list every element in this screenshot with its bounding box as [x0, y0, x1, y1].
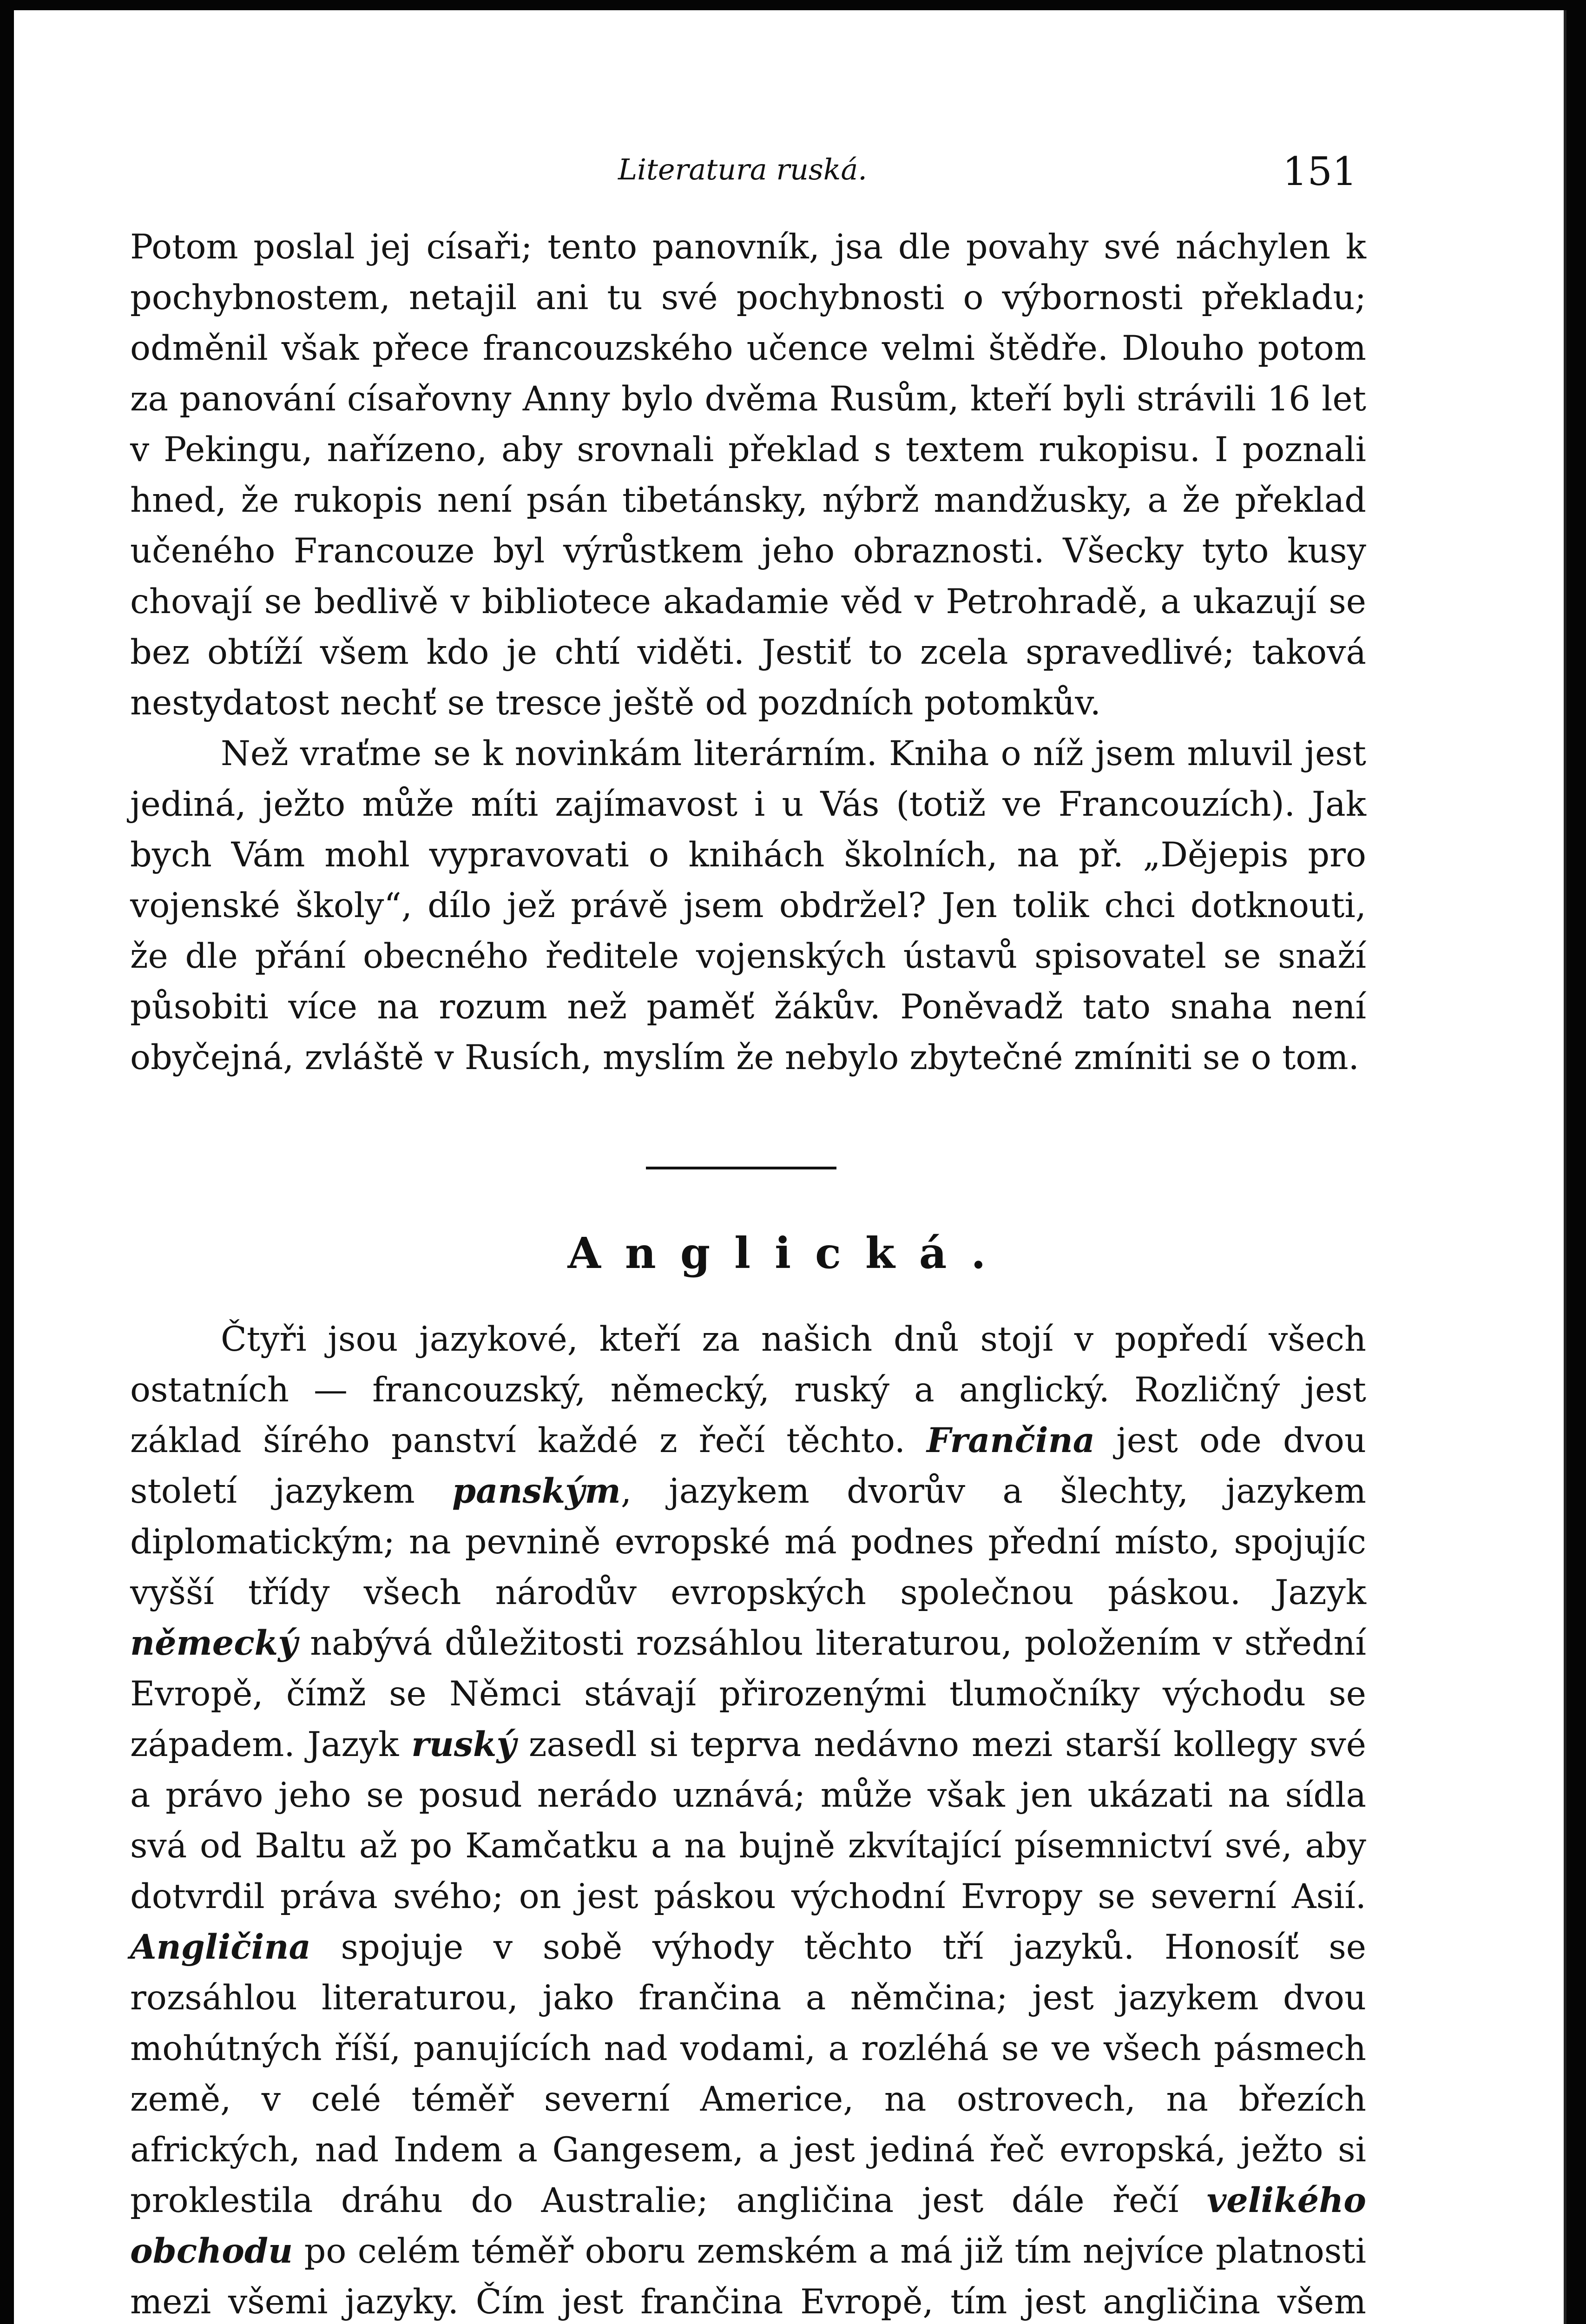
- emphasis-velikeho-obchodu: velikého obchodu: [130, 2180, 1366, 2271]
- text-run: po celém téměř oboru zemském a má již tím nejvíce platnosti mezi všemi jazyky. Čím jest frančina Evropě, tím jest angličina všem: [130, 2232, 1366, 2322]
- text-run: spojuje v sobě výhody těchto tří jazyků. Honosíť se rozsáhlou literaturou, jako frančina a němčina; jest jazykem dvou mohútných říší, panujících nad vodami, a rozléhá se ve všech pásmech země, v celé téměř severní Americe, na ostrovech, na březích afrických, nad Indem a Gangesem, a jest jediná řeč evropská, ježto si proklestila dráhu do Australie; angličina jest dále řečí: [130, 1928, 1366, 2220]
- text-block-russian-literature: [130, 222, 1366, 1083]
- page-number: 151: [1283, 149, 1357, 194]
- emphasis-panskym: panským: [452, 1471, 621, 1511]
- paragraph-3: [130, 1314, 1366, 2324]
- emphasis-rusky: ruský: [411, 1724, 516, 1764]
- section-divider: [646, 1167, 836, 1169]
- emphasis-francina: Frančina: [927, 1420, 1095, 1460]
- text-block-english: [130, 1314, 1366, 2324]
- book-page: [14, 10, 1566, 2324]
- emphasis-anglicina: Angličina: [130, 1927, 311, 1967]
- section-title: Anglická.: [567, 1228, 1010, 1278]
- page-header: [14, 149, 1564, 205]
- paragraph-2: Než vraťme se k novinkám literárním. Kniha o níž jsem mluvil jest jediná, ježto může míti zajímavost i u Vás (totiž ve Francouzích). Jak bych Vám mohl vypravovati o knihách školních, na př. „Dějepis pro vojenské školy“, dílo jež právě jsem obdržel? Jen tolik chci dotknouti, že dle přání obecného ředitele vojenských ústavů spisovatel se snaží působiti více na rozum než paměť žákův. Poněvadž tato snaha není obyčejná, zvláště v Rusích, myslím že nebylo zbytečné zmíniti se o tom.: [130, 734, 1366, 1077]
- paragraph-1: Potom poslal jej císaři; tento panovník, jsa dle povahy své náchylen k pochybnostem, netajil ani tu své pochybnosti o výbornosti překladu; odměnil však přece francouzského učence velmi štědře. Dlouho potom za panování císařovny Anny bylo dvěma Rusům, kteří byli strávili 16 let v Pekingu, nařízeno, aby srovnali překlad s textem rukopisu. I poznali hned, že rukopis není psán tibetánsky, nýbrž mandžusky, a že překlad učeného Francouze byl výrůstkem jeho obraznosti. Všecky tyto kusy chovají se bedlivě v bibliotece akadamie věd v Petrohradě, a ukazují se bez obtíží všem kdo je chtí viděti. Jestiť to zcela spravedlivé; taková nestydatost nechť se tresce ještě od pozdních potomkův.: [130, 227, 1366, 723]
- emphasis-nemecky: německý: [130, 1623, 298, 1663]
- text-run: Čtyři jsou jazykové, kteří za našich dnů stojí v popředí všech ostatních — francouzský, německý, ruský a anglický. Rozličný jest základ šírého panství každé z řečí těchto.: [130, 1320, 1366, 1460]
- text-run: jest ode dvou století jazykem: [130, 1421, 1366, 1511]
- text-run: zasedl si teprva nedávno mezi starší kollegy své a právo jeho se posud nerádo uznává; může však jen ukázati na sídla svá od Baltu až po Kamčatku a na bujně zkvítající písemnictví své, aby dotvrdil práva svého; on jest páskou východní Evropy se severní Asií.: [130, 1725, 1366, 1916]
- text-run: , jazykem dvorův a šlechty, jazykem diplomatickým; na pevnině evropské má podnes přední místo, spojujíc vyšší třídy všech národův evropských společnou páskou. Jazyk: [130, 1472, 1366, 1612]
- text-run: nabývá důležitosti rozsáhlou literaturou, položením v střední Evropě, čímž se Němci stávají přirozenými tlumočníky východu se západem. Jazyk: [130, 1624, 1366, 1764]
- running-title: Literatura ruská.: [618, 152, 867, 186]
